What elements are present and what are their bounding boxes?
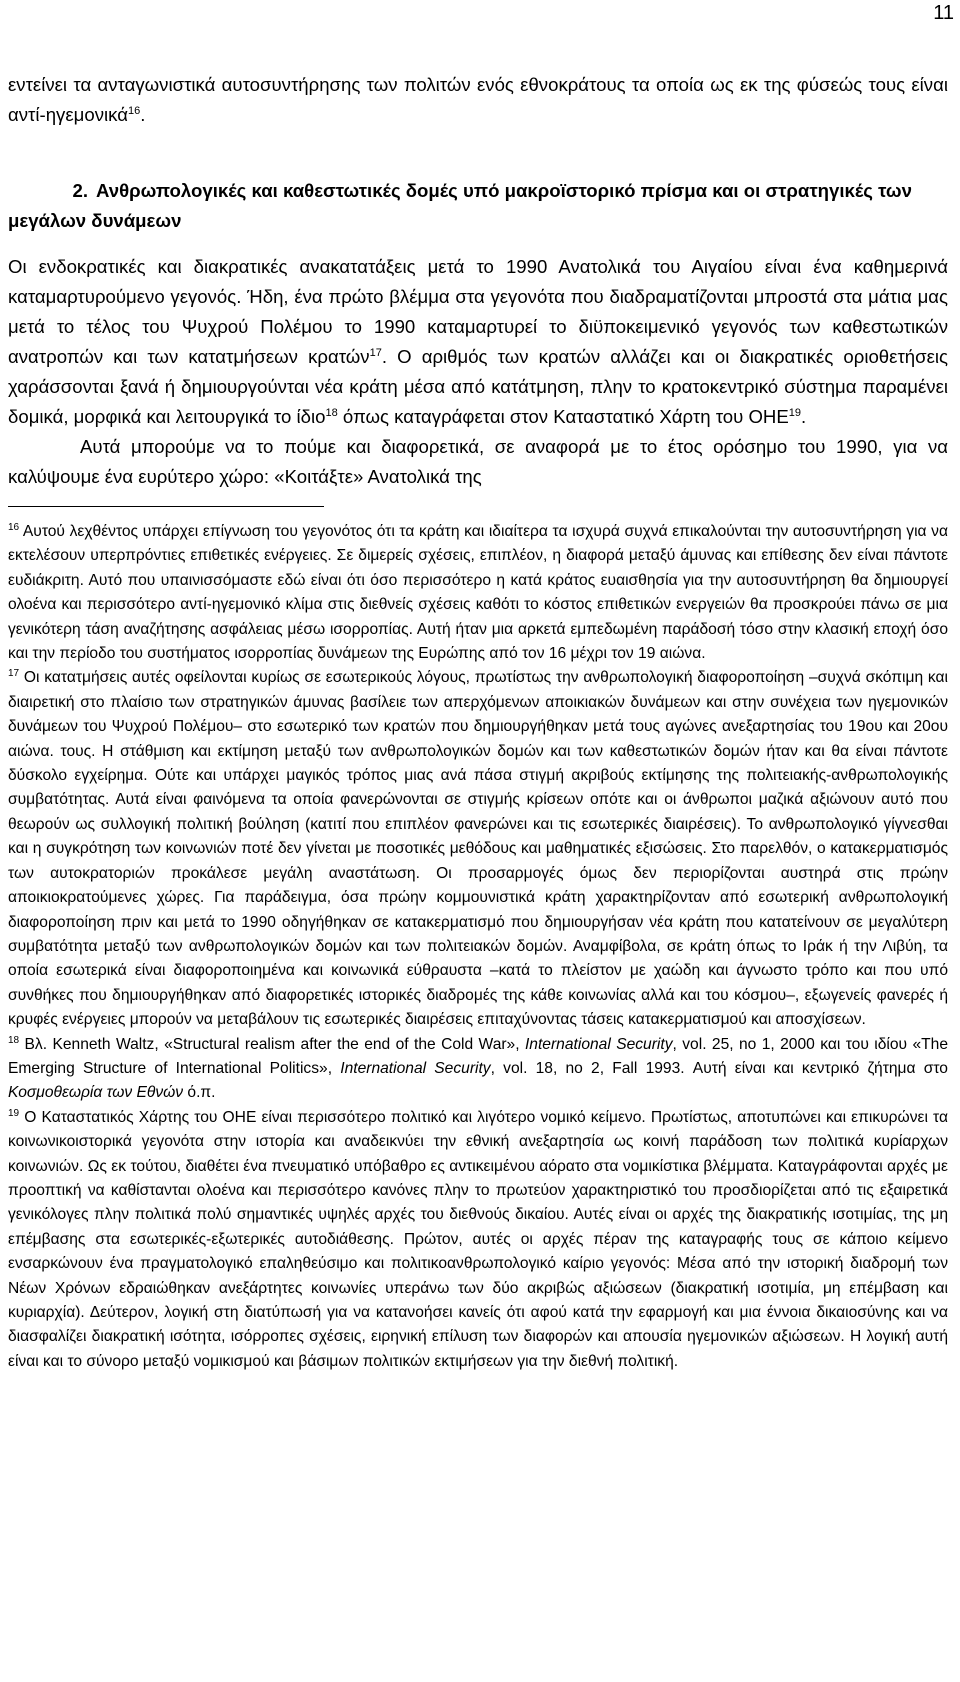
footnote-18 bbox=[8, 1033, 948, 1106]
paragraph-1-a: Οι ενδοκρατικές και διακρατικές ανακατατάξεις μετά το 1990 Ανατολικά του Αιγαίου είναι ένα καθημερινά καταμαρτυρούμενο γεγονός. Ήδη, ένα πρώτο βλέμμα στα γεγονότα που διαδραματίζονται μπροστά στα μάτια μας μετά το τέλος του Ψυχρού Πολέμου το 1990 καταμαρτυρεί το διϋποκειμενικό γεγονός των καθεστωτικών ανατροπών και των κατατμήσεων κρατών bbox=[8, 256, 948, 367]
footnote-18-text-a: Βλ. Kenneth Waltz, «Structural realism after the end of the Cold War», bbox=[19, 1035, 525, 1053]
footnote-ref-19[interactable]: 19 bbox=[788, 406, 801, 419]
footnote-17 bbox=[8, 666, 948, 1032]
footnote-17-text: Οι κατατμήσεις αυτές οφείλονται κυρίως σε εσωτερικούς λόγους, πρωτίστως την ανθρωπολογική διαφοροποίηση –συχνά σκόπιμη και διαιρετική στο πλαίσιο των στρατηγικών άμυνας βασίλειε των απερχόμενων αποικιακών δυνάμεων και στην συνέχεια των ηγεμονικών δυνάμεων του Ψυχρού Πολέμου– στο εσωτερικό των κρατών που δημιουργήθηκαν μετά τους αγώνες ανεξαρτησίας του 19ου και 20ου αιώνα. τους. Η στάθμιση και εκτίμηση μεταξύ των ανθρωπολογικών δομών και των καθεστωτικών δομών ήταν και θα είναι πάντοτε δύσκολο εγχείρημα. Ούτε και υπάρχει μαγικός τρόπος μιας ανά πάσα στιγμή ακριβούς εκτίμησης της πολιτειακής-ανθρωπολογικής συμβατότητας. Αυτά είναι φαινόμενα τα οποία φανερώνονται σε στιγμής κρίσεων οπότε και οι άνθρωποι μαζικά αξιώνουν αυτό που θεωρούν ως συλλογική πολιτική βούληση (κατιτί που επιπλέον φανερώνει και τις εσωτερικές διαιρέσεις). Το ανθρωπολογικό γίγνεσθαι και η συγκρότηση των κοινωνιών ποτέ δεν γίνεται με ποσοτικές μεθόδους και μαθηματικές εξισώσεις. Στο παρελθόν, ο κατακερματισμός των αυτοκρατοριών προκάλεσε μεγάλη αναστάτωση. Οι προσαρμογές όμως δεν περιορίζονται αυστηρά στις πρώην αποικιοκρατούμενες χώρες. Για παράδειγμα, όσα πρώην κομμουνιστικά κράτη χαρακτηρίζονταν από εσωτερική ανθρωπολογική διαφοροποίηση πριν και μετά το 1990 οδηγήθηκαν σε κατακερματισμό που δημιουργήσαν νέα κράτη που κατατείνουν σε μεγαλύτερη συμβατότητα μεταξύ των ανθρωπολογικών δομών και των πολιτειακών δομών. Αναμφίβολα, σε κράτη όπως το Ιράκ ή την Λιβύη, τα οποία εσωτερικά είναι διαφοροποιημένα και κοινωνικά εύθραυστα –κατά το πλείστον με χαώδη και άγνωστο τρόπο και που υπό συνθήκες που δημιουργήθηκαν από διαφορετικές ιστορικές διαδρομές της κάθε κοινωνίας αλλά και του κόσμου–, εξωγενείς φανερές ή κρυφές ενέργειες μπορούν να μεταβάλουν τις εσωτερικές διαιρέσεις επιταχύνοντας τάσεις κατακερματισμού και αποσχίσεων. bbox=[8, 669, 948, 1029]
footnote-18-text-d: ό.π. bbox=[183, 1084, 216, 1102]
footnote-ref-17[interactable]: 17 bbox=[369, 346, 382, 359]
paragraph-1-c: όπως καταγράφεται στον Καταστατικό Χάρτη του ΟΗΕ bbox=[337, 406, 789, 427]
paragraph-2: Αυτά μπορούμε να το πούμε και διαφορετικά, σε αναφορά με το έτος ορόσημο του 1990, για να καλύψουμε ένα ευρύτερο χώρο: «Κοιτάξτε» Ανατολικά της bbox=[8, 436, 948, 487]
footnote-ref-16[interactable]: 16 bbox=[127, 104, 141, 117]
footnote-18-book: Κοσμοθεωρία των Εθνών bbox=[8, 1084, 184, 1102]
intro-text: εντείνει τα ανταγωνιστικά αυτοσυντήρησης των πολιτών ενός εθνοκράτους τα οποία ως εκ της φύσεώς τους είναι αντί-ηγεμονικά bbox=[8, 74, 948, 125]
paragraph-1 bbox=[8, 252, 948, 432]
footnote-18-text-b: , vol. 25, no 1, 2000 και του ιδίου «The Emerging Structure of International Politics», bbox=[8, 1035, 948, 1077]
footnote-16 bbox=[8, 520, 948, 666]
page-number: 11 bbox=[933, 2, 954, 24]
footnote-18-text-c: , vol. 18, no 2, Fall 1993. Αυτή είναι και κεντρικό ζήτημα στο bbox=[490, 1059, 948, 1077]
intro-end: . bbox=[140, 104, 146, 125]
paragraph-1-d: . bbox=[801, 406, 807, 427]
footnote-16-text: Αυτού λεχθέντος υπάρχει επίγνωση του γεγονότος ότι τα κράτη και ιδιαίτερα τα ισχυρά συχνά επικαλούνται την αυτοσυντήρηση για να εκτελέσουν υπερπρόντιες επιθετικές ενέργειες. Σε διμερείς σχέσεις, επιπλέον, η διαφορά μεταξύ άμυνας και επίθεσης δεν είναι πάντοτε ευδιάκριτη. Αυτό που υπαινισσόμαστε εδώ είναι ότι όσο περισσότερο η κατά κράτος ευαισθησία για την αυτοσυντήρηση θα δημιουργεί ολοένα και περισσότερο αντί-ηγεμονικό κλίμα στις διεθνείς σχέσεις καθότι το κόστος επιθετικών ενεργειών θα προσκρούει πάνω σε μια γενικότερη τάση αναζήτησης ασφάλειας μέσω ισορροπίας. Αυτή ήταν μια αρκετά εμπεδωμένη παράδοσή τόσο στην κλασική εποχή όσο και την περίοδο του συστήματος ισορροπίας δυνάμεων της Ευρώπης από τον 16 μέχρι τον 19 αιώνα. bbox=[8, 523, 948, 663]
paragraph-1-b: . Ο αριθμός των κρατών αλλάζει και οι διακρατικές οριοθετήσεις χαράσσονται ξανά ή δημιουργούνται νέα κράτη μέσα από κατάτμηση, πλην το κρατοκεντρικό σύστημα παραμένει δομικά, μορφικά και λειτουργικά το ίδιο bbox=[8, 346, 948, 427]
footnote-16-number: 16 bbox=[8, 521, 20, 533]
footnote-ref-18[interactable]: 18 bbox=[325, 406, 338, 419]
footnote-19 bbox=[8, 1106, 948, 1374]
footnote-18-number: 18 bbox=[8, 1034, 20, 1046]
section-heading bbox=[8, 176, 948, 236]
footnote-19-number: 19 bbox=[8, 1107, 20, 1119]
footnote-19-text: Ο Καταστατικός Χάρτης του ΟΗΕ είναι περισσότερο πολιτικό και λιγότερο νομικό κείμενο. Πρωτίστως, αποτυπώνει και επικυρώνει τα κοινωνικοιστορικά γεγονότα στην ιστορία και αναδεικνύει την εθνική ανεξαρτησία ως κοινή παράδοση των πολιτικά κυρίαρχων κοινωνιών. Ως εκ τούτου, διαθέτει ένα πνευματικό υπόβαθρο ες αντικειμένου αόρατο στα νομικίστικα βλέμματα. Καταγράφονται αρχές με προοπτική να καθίστανται ολοένα και περισσότερο κανόνες πλην το πρωτεύον χαρακτηριστικό του προσδιορίζεται από τις εξαιρετικά γενικόλογες πλην πολιτικά πολύ σημαντικές υψηλές αρχές του διεθνούς δικαίου. Αυτές είναι οι αρχές της διακρατικής ισοτιμίας, της μη επέμβασης στα εσωτερικές-εξωτερικές αυτοδιάθεσης. Πρώτον, αυτές οι αρχές πέραν της καταγραφής τους σε κάποιο κείμενο ενσαρκώνουν ένα πραγματολογικό επαληθεύσιμο και πολιτικοανθρωπολογικό καίριο γεγονός: Μέσα από την ιστορική διαδρομή των Νέων Χρόνων εδραιώθηκαν ανεξάρτητες κοινωνίες υπεράνω των δύο ακριβώς αξιώσεων (διακρατική ισοτιμία, μη επέμβαση και κυριαρχία). Δεύτερον, λογική στη διατύπωσή για να κατανοήσει κανείς ότι αφού κατά την εφαρμογή και μια έννοια δικαιοσύνης και να διασφαλίζει διακρατική ισότητα, ισόρροπες σχέσεις, ειρηνική επίλυση των διαφορών και απουσία ηγεμονικών αξιώσεων. Η λογική αυτή είναι και το σύνορο μεταξύ νομικισμού και βάσιμων πολιτικών εκτιμήσεων για την διεθνή πολιτική. bbox=[8, 1108, 948, 1370]
main-text bbox=[8, 70, 948, 492]
section-title: Ανθρωπολογικές και καθεστωτικές δομές υπό μακροϊστορικό πρίσμα και οι στρατηγικές των μεγάλων δυνάμεων bbox=[8, 180, 912, 231]
footnote-18-journal-1: International Security bbox=[524, 1035, 673, 1053]
footnote-18-journal-2: International Security bbox=[340, 1059, 491, 1077]
intro-paragraph bbox=[8, 70, 948, 130]
footnote-17-number: 17 bbox=[8, 668, 20, 680]
footnotes bbox=[8, 520, 948, 1374]
section-number: 2. bbox=[72, 180, 88, 201]
footnote-separator bbox=[8, 506, 324, 507]
